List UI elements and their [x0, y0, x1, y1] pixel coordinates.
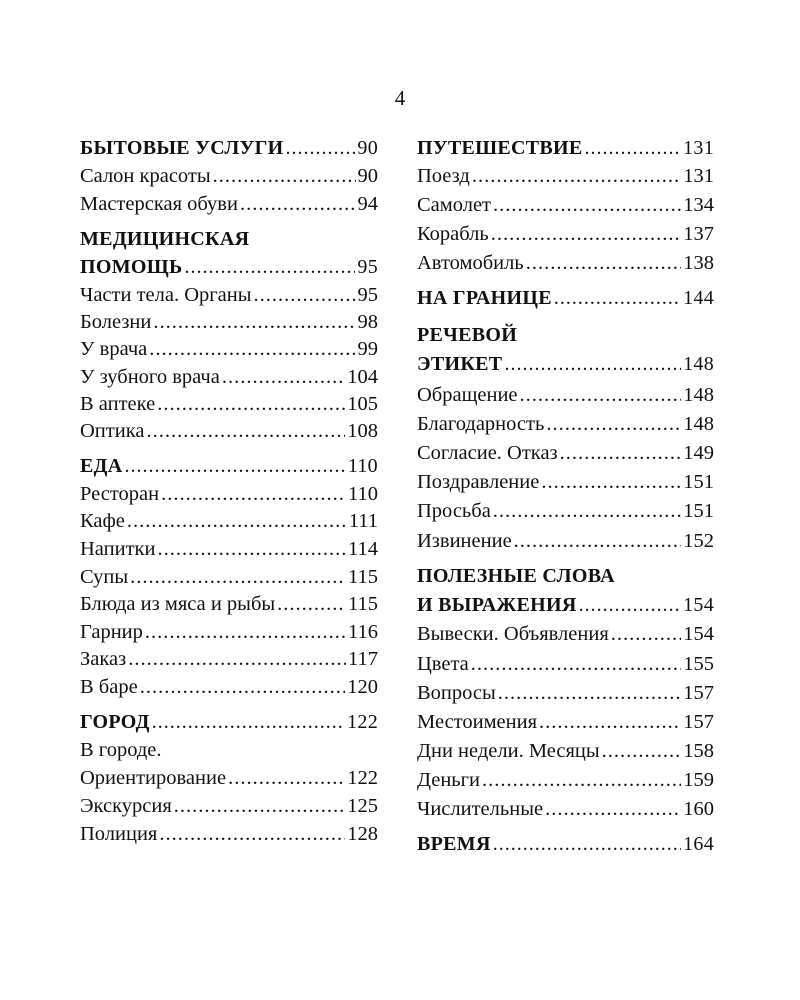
toc-entry-title: Дни недели. Месяцы	[417, 740, 600, 762]
toc-entry-title: Самолет	[417, 194, 492, 216]
leader-dots	[128, 646, 346, 672]
toc-entry-page: 95	[357, 256, 378, 278]
toc-entry	[80, 282, 378, 308]
toc-entry	[80, 821, 378, 847]
leader-dots	[539, 709, 681, 735]
leader-dots	[127, 508, 347, 534]
toc-entry-title: ПУТЕШЕСТВИЕ	[417, 137, 583, 159]
toc-section-heading	[80, 453, 378, 479]
toc-entry-title: Кафе	[80, 510, 125, 532]
leader-dots	[541, 469, 681, 495]
leader-dots	[611, 621, 681, 647]
toc-section-heading	[417, 592, 714, 618]
toc-entry-title: НА ГРАНИЦЕ	[417, 287, 552, 309]
toc-entry-title: Супы	[80, 566, 129, 588]
toc-entry	[80, 646, 378, 672]
toc-entry-page: 111	[348, 510, 378, 532]
toc-entry-page: 114	[348, 538, 378, 560]
leader-dots	[482, 767, 681, 793]
toc-entry-title: ПОЛЕЗНЫЕ СЛОВА	[417, 565, 615, 587]
leader-dots	[526, 250, 682, 276]
toc-entry	[80, 674, 378, 700]
toc-entry-page: 128	[347, 823, 378, 845]
toc-entry-title: У врача	[80, 338, 148, 360]
leader-dots	[174, 793, 346, 819]
toc-entry	[417, 440, 714, 466]
toc-entry	[80, 619, 378, 645]
leader-dots	[145, 619, 346, 645]
toc-entry-title: Болезни	[80, 311, 152, 333]
leader-dots	[153, 309, 355, 335]
leader-dots	[493, 831, 681, 857]
toc-entry-title: У зубного врача	[80, 366, 220, 388]
toc-entry-title: БЫТОВЫЕ УСЛУГИ	[80, 137, 284, 159]
toc-entry-page: 151	[683, 500, 714, 522]
toc-entry	[80, 481, 378, 507]
leader-dots	[157, 391, 345, 417]
toc-entry-page: 157	[683, 711, 714, 733]
leader-dots	[545, 796, 681, 822]
toc-entry-page: 108	[347, 420, 378, 442]
toc-entry-title: Обращение	[417, 384, 518, 406]
toc-entry-page: 131	[683, 137, 714, 159]
leader-dots	[493, 498, 681, 524]
leader-dots	[140, 674, 346, 700]
toc-entry-title: Числительные	[417, 798, 544, 820]
toc-entry	[417, 738, 714, 764]
leader-dots	[152, 709, 345, 735]
toc-entry-page: 148	[683, 413, 714, 435]
toc-section-heading	[417, 831, 714, 857]
toc-entry-page: 117	[348, 648, 378, 670]
toc-entry	[417, 250, 714, 276]
toc-entry-title: Благодарность	[417, 413, 545, 435]
toc-entry-title: Местоимения	[417, 711, 538, 733]
toc-entry-title: Салон красоты	[80, 165, 211, 187]
leader-dots	[124, 453, 345, 479]
toc-entry-page: 90	[357, 165, 378, 187]
toc-entry-page: 104	[347, 366, 378, 388]
toc-entry-page: 159	[683, 769, 714, 791]
leader-dots	[240, 191, 356, 217]
toc-entry-title: ВРЕМЯ	[417, 833, 491, 855]
toc-entry-title: Блюда из мяса и рыбы	[80, 593, 276, 615]
toc-entry-title: Вывески. Объявления	[417, 623, 609, 645]
toc-entry-title: Мастерская обуви	[80, 193, 238, 215]
toc-entry-page: 149	[683, 442, 714, 464]
toc-entry-page: 115	[348, 593, 378, 615]
toc-entry-title: Ресторан	[80, 483, 160, 505]
toc-entry-page: 122	[347, 767, 378, 789]
toc-entry	[417, 411, 714, 437]
leader-dots	[130, 564, 346, 590]
toc-entry-page: 138	[683, 252, 714, 274]
leader-dots	[498, 680, 681, 706]
leader-dots	[491, 221, 682, 247]
toc-entry-page: 122	[347, 711, 378, 733]
leader-dots	[161, 481, 346, 507]
toc-entry-title: И ВЫРАЖЕНИЯ	[417, 594, 577, 616]
toc-entry	[417, 796, 714, 822]
toc-section-heading	[417, 285, 714, 311]
toc-entry-title: Поезд	[417, 165, 470, 187]
toc-entry-page: 151	[683, 471, 714, 493]
toc-entry	[417, 528, 714, 554]
toc-entry	[80, 364, 378, 390]
toc-entry-title: В баре	[80, 676, 138, 698]
toc-entry-title: Заказ	[80, 648, 127, 670]
toc-entry-title: ЭТИКЕТ	[417, 353, 503, 375]
toc-entry	[80, 163, 378, 189]
toc-entry	[417, 382, 714, 408]
leader-dots	[149, 336, 355, 362]
toc-entry	[80, 508, 378, 534]
toc-entry	[417, 221, 714, 247]
toc-entry-title: Автомобиль	[417, 252, 524, 274]
toc-entry-title: Напитки	[80, 538, 156, 560]
leader-dots	[472, 163, 681, 189]
leader-dots	[277, 591, 346, 617]
toc-section-heading	[417, 135, 714, 161]
toc-entry-title: ГОРОД	[80, 711, 150, 733]
toc-entry-page: 148	[683, 384, 714, 406]
toc-entry-page: 98	[357, 311, 378, 333]
toc-entry-title: Полиция	[80, 823, 158, 845]
toc-entry-page: 131	[683, 165, 714, 187]
toc-entry-page: 105	[347, 393, 378, 415]
toc-entry	[80, 564, 378, 590]
leader-dots	[471, 651, 681, 677]
toc-entry-page: 154	[683, 594, 714, 616]
toc-entry-page: 158	[683, 740, 714, 762]
leader-dots	[228, 765, 345, 791]
toc-entry-page: 90	[357, 137, 378, 159]
toc-section-heading	[417, 351, 714, 377]
toc-entry-title: РЕЧЕВОЙ	[417, 324, 518, 346]
toc-entry-title: Цвета	[417, 653, 469, 675]
toc-entry-page: 155	[683, 653, 714, 675]
toc-entry-title: ЕДА	[80, 455, 123, 477]
toc-entry-page: 160	[683, 798, 714, 820]
toc-entry	[80, 793, 378, 819]
toc-entry-title: МЕДИЦИНСКАЯ	[80, 228, 250, 250]
toc-entry	[417, 469, 714, 495]
toc-entry-title: Извинение	[417, 530, 512, 552]
toc-entry-page: 110	[347, 455, 378, 477]
toc-entry-title: Просьба	[417, 500, 491, 522]
toc-entry	[417, 709, 714, 735]
toc-entry-title: Ориентирование	[80, 767, 227, 789]
toc-entry	[417, 163, 714, 189]
leader-dots	[159, 821, 345, 847]
toc-entry-title: Гарнир	[80, 621, 143, 643]
toc-section-heading	[417, 563, 714, 589]
leader-dots	[579, 592, 681, 618]
toc-entry	[417, 498, 714, 524]
toc-entry-page: 94	[357, 193, 378, 215]
leader-dots	[514, 528, 682, 554]
leader-dots	[213, 163, 356, 189]
toc-section-heading	[80, 709, 378, 735]
toc-section-heading	[417, 322, 714, 348]
toc-entry-page: 134	[683, 194, 714, 216]
page-number: 4	[394, 86, 406, 110]
leader-dots	[546, 411, 681, 437]
toc-entry	[417, 621, 714, 647]
toc-entry	[417, 192, 714, 218]
toc-entry	[80, 309, 378, 335]
toc-entry-page: 154	[683, 623, 714, 645]
leader-dots	[146, 418, 345, 444]
leader-dots	[185, 254, 356, 280]
toc-entry	[80, 765, 378, 791]
leader-dots	[504, 351, 681, 377]
toc-entry-title: Вопросы	[417, 682, 496, 704]
leader-dots	[554, 285, 681, 311]
toc-entry	[80, 191, 378, 217]
toc-section-heading	[80, 254, 378, 280]
toc-entry	[417, 680, 714, 706]
toc-entry	[80, 737, 378, 763]
toc-entry-page: 144	[683, 287, 714, 309]
toc-entry	[80, 418, 378, 444]
leader-dots	[493, 192, 681, 218]
toc-entry-title: ПОМОЩЬ	[80, 256, 183, 278]
toc-entry-title: Оптика	[80, 420, 145, 442]
leader-dots	[520, 382, 682, 408]
toc-entry-title: Согласие. Отказ	[417, 442, 558, 464]
toc-entry-page: 152	[683, 530, 714, 552]
leader-dots	[585, 135, 682, 161]
toc-entry-page: 115	[348, 566, 378, 588]
leader-dots	[286, 135, 356, 161]
toc-entry-page: 125	[347, 795, 378, 817]
leader-dots	[602, 738, 682, 764]
toc-entry-title: Поздравление	[417, 471, 540, 493]
toc-entry-page: 148	[683, 353, 714, 375]
toc-entry	[80, 336, 378, 362]
toc-section-heading	[80, 226, 378, 252]
leader-dots	[560, 440, 682, 466]
toc-entry-title: Корабль	[417, 223, 489, 245]
toc-entry-title: В городе.	[80, 739, 162, 761]
toc-entry	[417, 767, 714, 793]
toc-entry-page: 157	[683, 682, 714, 704]
toc-entry-page: 99	[357, 338, 378, 360]
toc-entry	[80, 591, 378, 617]
toc-entry	[80, 391, 378, 417]
toc-entry-title: Части тела. Органы	[80, 284, 252, 306]
toc-entry-page: 120	[347, 676, 378, 698]
toc-entry	[417, 651, 714, 677]
leader-dots	[157, 536, 346, 562]
toc-entry-title: Экскурсия	[80, 795, 172, 817]
leader-dots	[222, 364, 345, 390]
toc-entry-page: 116	[348, 621, 378, 643]
toc-section-heading	[80, 135, 378, 161]
toc-entry-title: В аптеке	[80, 393, 156, 415]
toc-entry-page: 110	[348, 483, 378, 505]
toc-entry-page: 95	[357, 284, 378, 306]
toc-entry	[80, 536, 378, 562]
toc-entry-page: 137	[683, 223, 714, 245]
toc-entry-title: Деньги	[417, 769, 481, 791]
leader-dots	[254, 282, 356, 308]
toc-entry-page: 164	[683, 833, 714, 855]
